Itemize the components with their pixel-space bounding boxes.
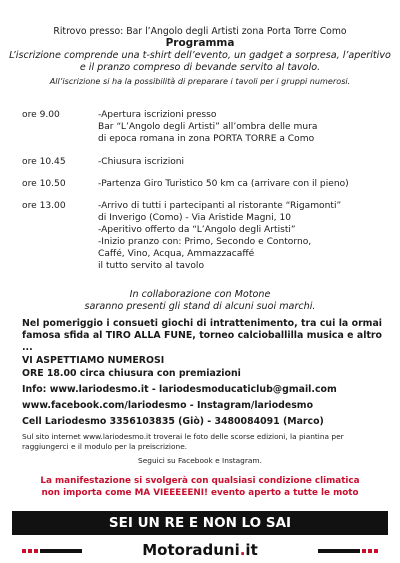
schedule-line: -Apertura iscrizioni presso <box>98 110 217 120</box>
contact-cell: Cell Lariodesmo 3356103835 (Giò) - 3480084091 (Marco) <box>22 416 324 427</box>
schedule-line: il tutto servito al tavolo <box>98 261 205 271</box>
contact-info[interactable]: Info: www.lariodesmo.it - lariodesmoducaticlub@gmail.com <box>22 384 337 395</box>
schedule-line: -Chiusura iscrizioni <box>98 157 185 167</box>
schedule-time: ore 10.50 <box>22 179 66 189</box>
schedule-time: ore 10.45 <box>22 157 66 167</box>
footer <box>0 540 400 560</box>
weather-notice <box>0 475 400 499</box>
collaboration-note <box>0 289 400 313</box>
notice-line: La manifestazione si svolgerà con qualsiasi condizione climatica <box>40 476 360 486</box>
schedule-line: -Arrivo di tutti i partecipanti al ristorante “Rigamonti” <box>98 201 342 211</box>
meeting-point: Ritrovo presso: Bar l’Angolo degli Artisti zona Porta Torre Como <box>53 26 347 37</box>
schedule-time: ore 9.00 <box>22 110 60 120</box>
follow-us: Seguici su Facebook e Instagram. <box>138 456 262 465</box>
closing-time: ORE 18.00 circa chiusura con premiazioni <box>22 368 241 379</box>
schedule-line: -Aperitivo offerto da “L’Angolo degli Artisti” <box>98 225 296 235</box>
notice-line: non importa come MA VIEEEEENI! evento aperto a tutte le moto <box>41 488 359 498</box>
afternoon-activities: Nel pomeriggio i consueti giochi di intrattenimento, tra cui la ormai famosa sfida al TIRO ALLA FUNE, torneo calcioballilla musica e altro ... <box>22 318 382 353</box>
schedule-line: Caffé, Vino, Acqua, Ammazzacaffé <box>98 249 255 259</box>
collaboration-line: saranno presenti gli stand di alcuni suoi marchi. <box>84 301 316 312</box>
schedule-line: Bar “L’Angolo degli Artisti” all’ombra delle mura <box>98 122 318 132</box>
decorative-dots-icon <box>318 549 378 553</box>
brand-tld: it <box>245 541 258 559</box>
schedule-line: di epoca romana in zona PORTA TORRE a Como <box>98 134 315 144</box>
schedule-description <box>98 200 398 272</box>
programma-title: Programma <box>165 37 235 49</box>
website-note: Sul sito internet www.lariodesmo.it troverai le foto delle scorse edizioni, la piantina per raggiungerci e il modulo per la preiscrizione. <box>22 432 344 451</box>
schedule-line: di Inverigo (Como) - Via Aristide Magni, 10 <box>98 213 292 223</box>
registration-note: All’iscrizione si ha la possibilità di preparare i tavoli per i gruppi numerosi. <box>49 76 351 86</box>
schedule-line: -Inizio pranzo con: Primo, Secondo e Contorno, <box>98 237 312 247</box>
schedule-description <box>98 156 398 168</box>
collaboration-line: In collaborazione con Motone <box>129 289 271 300</box>
contact-facebook[interactable]: www.facebook.com/lariodesmo - Instagram/lariodesmo <box>22 400 314 411</box>
schedule-description <box>98 109 398 145</box>
schedule-description <box>98 178 398 190</box>
schedule-line: -Partenza Giro Turistico 50 km ca (arrivare con il pieno) <box>98 179 349 189</box>
brand-dot: . <box>239 541 246 559</box>
slogan-banner: SEI UN RE E NON LO SAI <box>12 511 388 535</box>
brand-name: Motoraduni <box>142 541 240 559</box>
schedule-time: ore 13.00 <box>22 201 66 211</box>
welcome-text: VI ASPETTIAMO NUMEROSI <box>22 355 165 366</box>
registration-intro: L’iscrizione comprende una t-shirt dell’evento, un gadget a sorpresa, l’aperitivo e il pranzo compreso di bevande servito al tavolo. <box>9 50 391 73</box>
